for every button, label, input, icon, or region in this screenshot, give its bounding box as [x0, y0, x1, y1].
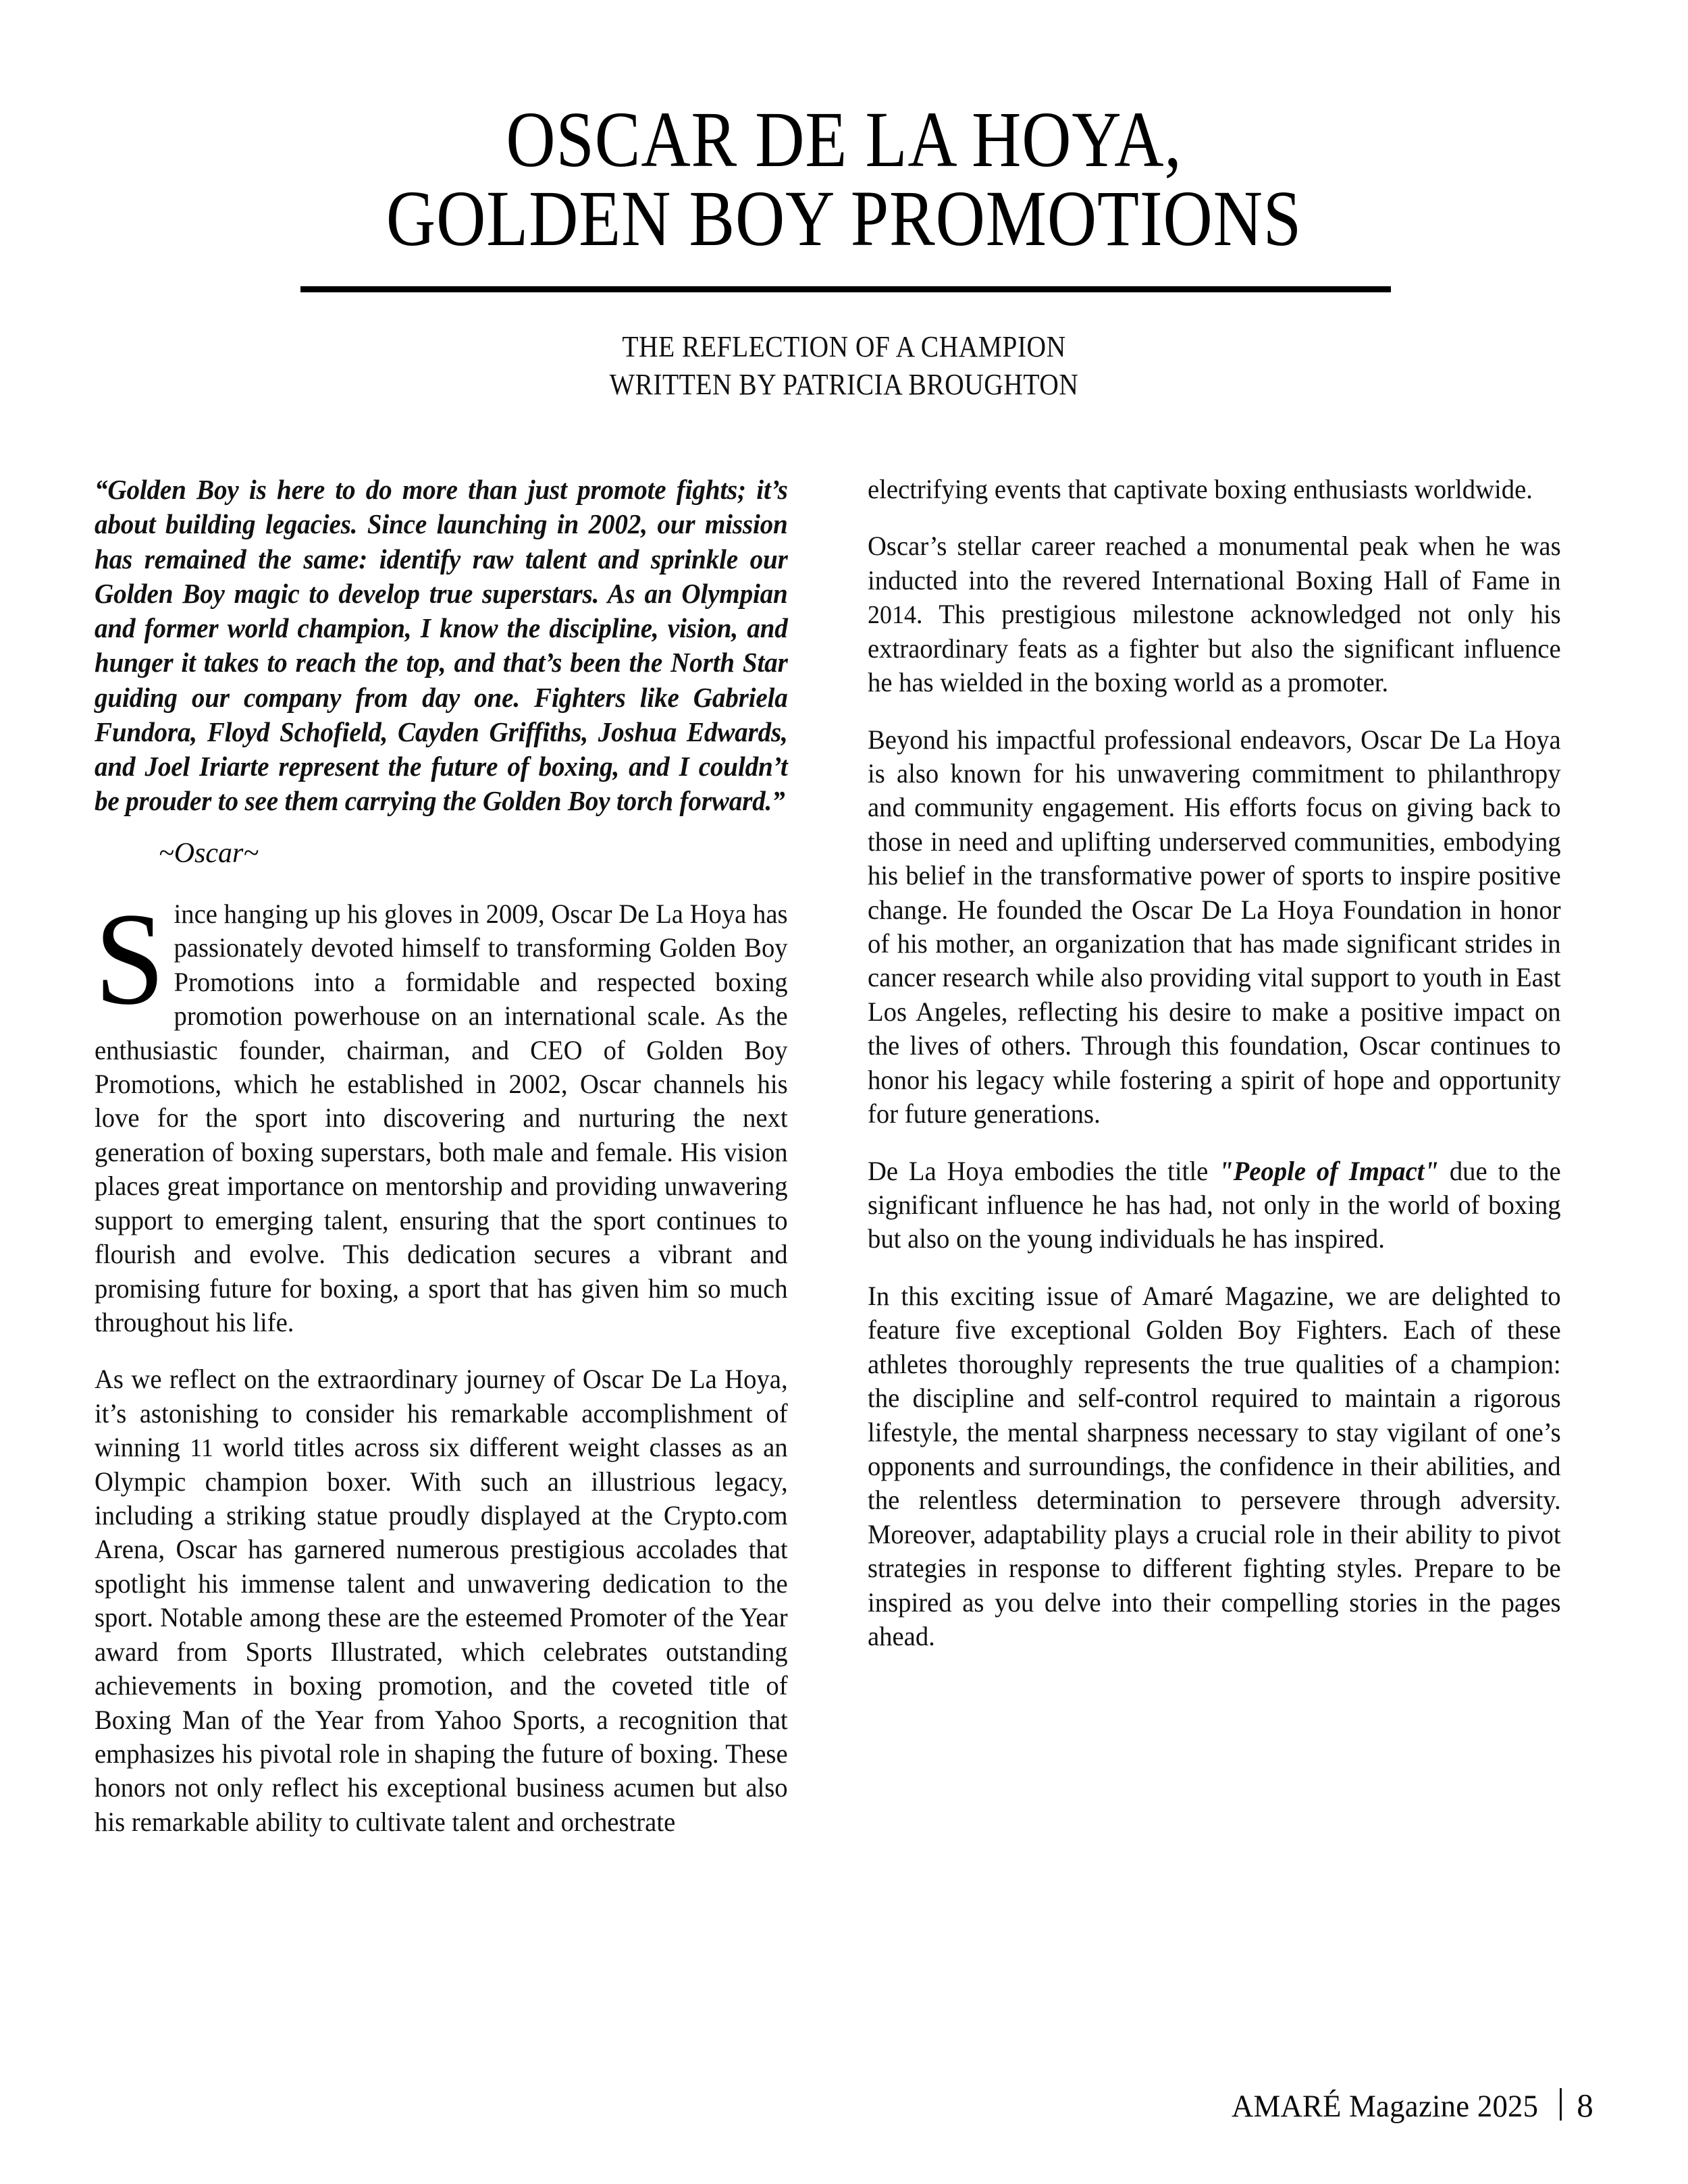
subheading-block — [176, 328, 1512, 404]
left-paragraph-2 — [95, 1362, 788, 1839]
right-paragraph-5: In this exciting issue of Amaré Magazine, we are delighted to feature five exceptional Golden Boy Fighters. Each of these athletes thoroughly represents the true qualities of a champion: the discipline and self-control required to maintain a rigorous lifestyle, the mental sharpness necessary to stay vigilant of one’s opponents and surroundings, the confidence in their abilities, and the relentless determination to persevere through adversity. Moreover, adaptability plays a crucial role in their ability to pivot strategies in response to different fighting styles. Prepare to be inspired as you delve into their compelling stories in the pages ahead. — [868, 1280, 1561, 1652]
quote-attribution: ~Oscar~ — [159, 837, 259, 869]
right-paragraph-4-text-a: De La Hoya embodies the title — [868, 1155, 1219, 1186]
right-paragraph-2 — [868, 529, 1561, 699]
column-left — [95, 473, 820, 1839]
hall-of-fame-year: 2014 — [868, 601, 916, 630]
people-of-impact-emphasis: "People of Impact" — [1219, 1155, 1440, 1186]
right-paragraph-4-text-b: due to the significant influence he has had, not only in the world of boxing but also on the young individuals he has inspired. — [868, 1155, 1561, 1254]
right-paragraph-2-text-a: Oscar’s stellar career reached a monumental peak when he was inducted into the revered International Boxing Hall of Fame in — [868, 531, 1561, 595]
left-paragraph-1: Since hanging up his gloves in 2009, Oscar De La Hoya has passionately devoted himself to transforming Golden Boy Promotions into a formidable and respected boxing promotion powerhouse on an international scale. As the enthusiastic founder, chairman, and CEO of Golden Boy Promotions, which he established in 2002, Oscar channels his love for the sport into discovering and nurturing the next generation of boxing superstars, both male and female. His vision places great importance on mentorship and providing unwavering support to emerging talent, ensuring that the sport continues to flourish and evolve. This dedication secures a vibrant and promising future for boxing, a sport that has given him so much throughout his life. — [95, 885, 788, 1337]
article-subtitle: THE REFLECTION OF A CHAMPION — [622, 330, 1066, 363]
footer-magazine-name: AMARÉ Magazine 2025 — [1231, 2089, 1539, 2124]
left-paragraph-2-text-a: As we reflect on the extraordinary journey of Oscar De La Hoya, it’s astonishing to consider his remarkable accomplishment of winning — [95, 1364, 788, 1463]
right-paragraph-3: Beyond his impactful professional endeavors, Oscar De La Hoya is also known for his unwavering commitment to philanthropy and community engagement. His efforts focus on giving back to those in need and uplifting underserved communities, embodying his belief in the transformative power of sports to inspire positive change. He founded the Oscar De La Hoya Foundation in honor of his mother, an organization that has made significant strides in cancer research while also providing vital support to youth in East Los Angeles, reflecting his desire to make a positive impact on the lives of others. Through this foundation, Oscar continues to honor his legacy while fostering a spirit of hope and opportunity for future generations. — [868, 724, 1561, 1129]
title-divider-rule — [300, 286, 1391, 292]
right-paragraph-2-text-b: . This prestigious milestone acknowledged not only his extraordinary feats as a fighter but also the significant influence he has wielded in the boxing world as a promoter. — [868, 599, 1561, 698]
column-right — [868, 473, 1593, 1654]
article-byline: WRITTEN BY PATRICIA BROUGHTON — [609, 368, 1079, 402]
page-number: 8 — [1577, 2087, 1593, 2124]
right-paragraph-1: electrifying events that captivate boxing enthusiasts worldwide. — [868, 474, 1533, 504]
world-titles-count: 11 — [190, 1434, 213, 1463]
page-footer — [1223, 2084, 1593, 2125]
pull-quote: “Golden Boy is here to do more than just promote fights; it’s about building legacies. Since launching in 2002, our mission has remained the same: identify raw talent and sprinkle our Golden Boy magic to develop true superstars. As an Olympian and former world champion, I know the discipline, vision, and hunger it takes to reach the top, and that’s been the North Star guiding our company from day one. Fighters like Gabriela Fundora, Floyd Schofield, Cayden Griffiths, Joshua Edwards, and Joel Iriarte represent the future of boxing, and I couldn’t be prouder to see them carrying the Golden Boy torch forward.” — [95, 474, 788, 817]
masthead — [176, 95, 1512, 263]
right-paragraph-4 — [868, 1154, 1561, 1256]
footer-separator-bar — [1560, 2088, 1562, 2121]
article-title-line-1: OSCAR DE LA HOYA, — [506, 95, 1182, 184]
left-paragraph-2-text-b: world titles across six different weight classes as an Olympic champion boxer. With such an illustrious legacy, including a striking statue proudly displayed at the Crypto.com Arena, Oscar has garnered numerous prestigious accolades that spotlight his immense talent and unwavering dedication to the sport. Notable among these are the esteemed Promoter of the Year award from Sports Illustrated, which celebrates outstanding achievements in boxing promotion, and the coveted title of Boxing Man of the Year from Yahoo Sports, a recognition that emphasizes his pivotal role in shaping the future of boxing. These honors not only reflect his exceptional business acumen but also his remarkable ability to cultivate talent and orchestrate — [95, 1432, 788, 1837]
article-title-line-2: GOLDEN BOY PROMOTIONS — [386, 174, 1302, 263]
